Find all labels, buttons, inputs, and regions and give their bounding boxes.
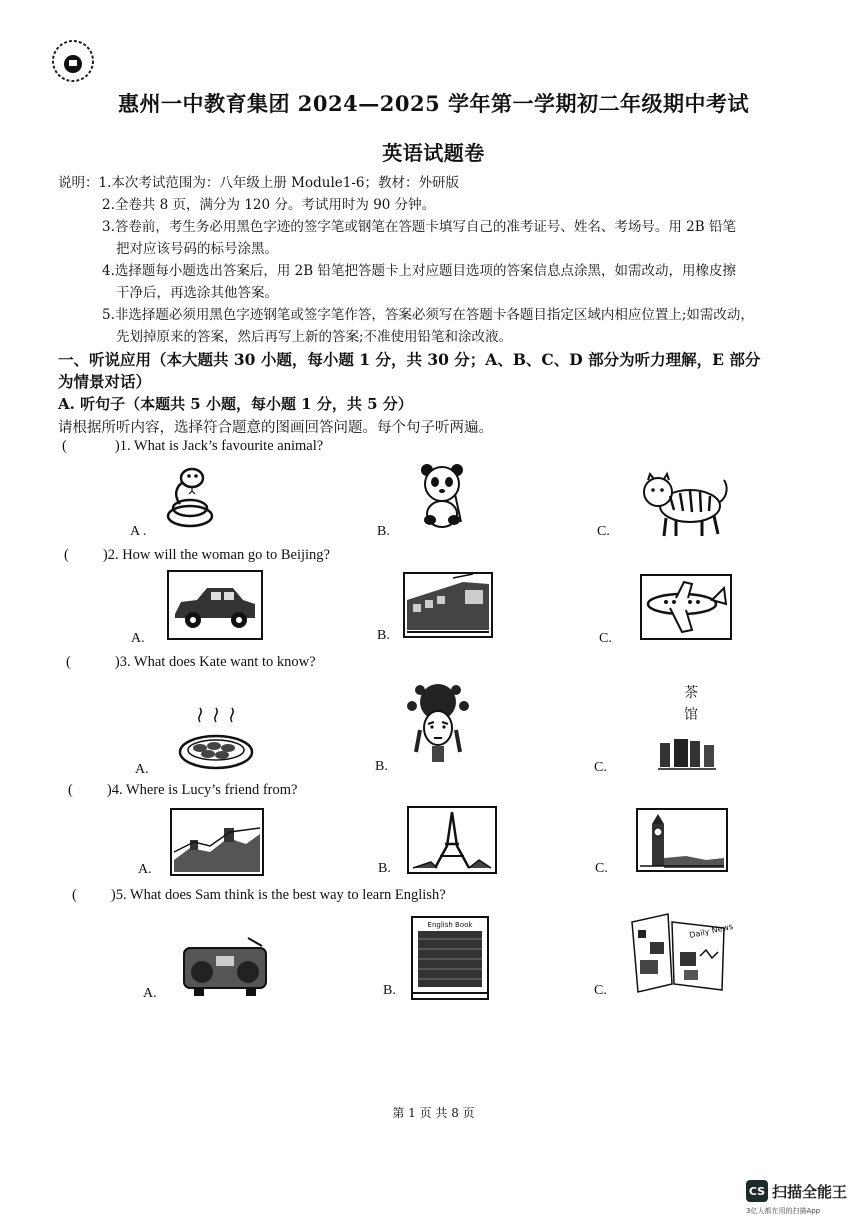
- teahouse-sign-bottom: 馆: [684, 707, 698, 723]
- newspaper-picture[interactable]: [628, 912, 734, 994]
- question-2: [64, 547, 330, 564]
- option-c-label: C.: [599, 631, 612, 646]
- teahouse-sign-top: 茶: [684, 685, 698, 701]
- camscanner-logo-icon: CS: [746, 1180, 768, 1202]
- note-1: 1.本次考试范围为：八年级上册 Module1-6；教材：外研版: [98, 175, 460, 191]
- option-a-label: A.: [131, 631, 145, 646]
- option-a-label: A.: [138, 862, 152, 877]
- panda-picture[interactable]: [417, 462, 467, 530]
- option-b-label: B.: [375, 759, 388, 774]
- newspaper-title: Daily News: [688, 921, 734, 940]
- note-5-cont: 先划掉原来的答案，然后再写上新的答案;不准使用铅笔和涂改液。: [116, 329, 513, 345]
- eiffel-tower-picture[interactable]: [407, 806, 497, 874]
- question-text: 4. Where is Lucy’s friend from?: [111, 782, 298, 798]
- part-a-heading: A. 听句子（本题共 5 小题，每小题 1 分，共 5 分）: [58, 395, 413, 413]
- answer-paren-open: (: [62, 438, 67, 454]
- exam-title: 惠州一中教育集团 2024—2025 学年第一学期初二年级期中考试: [117, 91, 749, 116]
- big-ben-picture[interactable]: [636, 808, 728, 872]
- scanner-watermark: [746, 1180, 847, 1202]
- school-logo-icon: [50, 38, 96, 84]
- question-4: [68, 782, 297, 799]
- opera-mask-picture[interactable]: [406, 682, 470, 766]
- dumplings-picture[interactable]: [178, 708, 254, 772]
- notes-lead: 说明：: [58, 175, 99, 191]
- option-a-label: A.: [135, 762, 149, 777]
- scanner-name: 扫描全能王: [772, 1182, 848, 1201]
- answer-paren-close: ): [106, 782, 112, 798]
- answer-paren-close: ): [114, 654, 120, 670]
- option-b-label: B.: [383, 983, 396, 998]
- option-a-label: A.: [143, 986, 157, 1001]
- note-4-cont: 干净后，再选涂其他答案。: [116, 285, 278, 301]
- note-5: 5.非选择题必须用黑色字迹钢笔或签字笔作答，答案必须写在答题卡各题目指定区域内相应位置上;如需改动，: [102, 307, 754, 323]
- tiger-picture[interactable]: [640, 466, 730, 540]
- part-a-instruction: 请根据所听内容，选择符合题意的图画回答问题。每个句子听两遍。: [58, 420, 493, 436]
- answer-paren-open: (: [72, 887, 77, 903]
- question-text: 5. What does Sam think is the best way to learn English?: [115, 887, 446, 903]
- question-5: [72, 887, 446, 904]
- option-c-label: C.: [594, 983, 607, 998]
- scanner-tagline: 3亿人都在用的扫描App: [746, 1207, 821, 1215]
- radio-picture[interactable]: [178, 936, 272, 1000]
- teahouse-picture[interactable]: [654, 681, 720, 777]
- section-heading-line2: 为情景对话）: [58, 372, 152, 391]
- option-b-label: B.: [377, 628, 390, 643]
- note-2: 2.全卷共 8 页，满分为 120 分。考试用时为 90 分钟。: [102, 197, 436, 213]
- option-c-label: C.: [597, 524, 610, 539]
- answer-paren-close: ): [114, 438, 120, 454]
- section-heading-line1: 一、听说应用（本大题共 30 小题，每小题 1 分，共 30 分；A、B、C、D 部分为听力理解，E 部分: [58, 350, 761, 369]
- answer-paren-close: ): [102, 547, 108, 563]
- option-b-label: B.: [377, 524, 390, 539]
- answer-paren-open: (: [68, 782, 73, 798]
- note-3: 3.答卷前，考生务必用黑色字迹的签字笔或钢笔在答题卡填写自己的准考证号、姓名、考场号。用 2B 铅笔: [102, 219, 736, 235]
- exam-subtitle: 英语试题卷: [382, 141, 485, 165]
- exam-instructions: [58, 172, 798, 348]
- option-c-label: C.: [595, 861, 608, 876]
- book-picture[interactable]: [410, 915, 490, 1001]
- option-a-label: A .: [130, 524, 147, 539]
- page-footer: 第 1 页 共 8 页: [392, 1106, 475, 1120]
- question-3: [66, 654, 316, 671]
- section-heading: [58, 349, 798, 393]
- answer-paren-open: (: [66, 654, 71, 670]
- plane-picture[interactable]: [640, 574, 732, 640]
- snake-picture[interactable]: [162, 464, 218, 530]
- answer-paren-close: ): [110, 887, 116, 903]
- question-text: 1. What is Jack’s favourite animal?: [119, 438, 324, 454]
- great-wall-picture[interactable]: [170, 808, 264, 876]
- train-picture[interactable]: [403, 572, 493, 638]
- question-text: 3. What does Kate want to know?: [119, 654, 316, 670]
- car-picture[interactable]: [167, 570, 263, 640]
- question-1: [62, 438, 323, 455]
- option-b-label: B.: [378, 861, 391, 876]
- note-3-cont: 把对应该号码的标号涂黑。: [116, 241, 278, 257]
- book-title: English Book: [427, 921, 473, 929]
- option-c-label: C.: [594, 760, 607, 775]
- note-4: 4.选择题每小题选出答案后，用 2B 铅笔把答题卡上对应题目选项的答案信息点涂黑，如需改动，用橡皮擦: [102, 263, 736, 279]
- question-text: 2. How will the woman go to Beijing?: [107, 547, 330, 563]
- answer-paren-open: (: [64, 547, 69, 563]
